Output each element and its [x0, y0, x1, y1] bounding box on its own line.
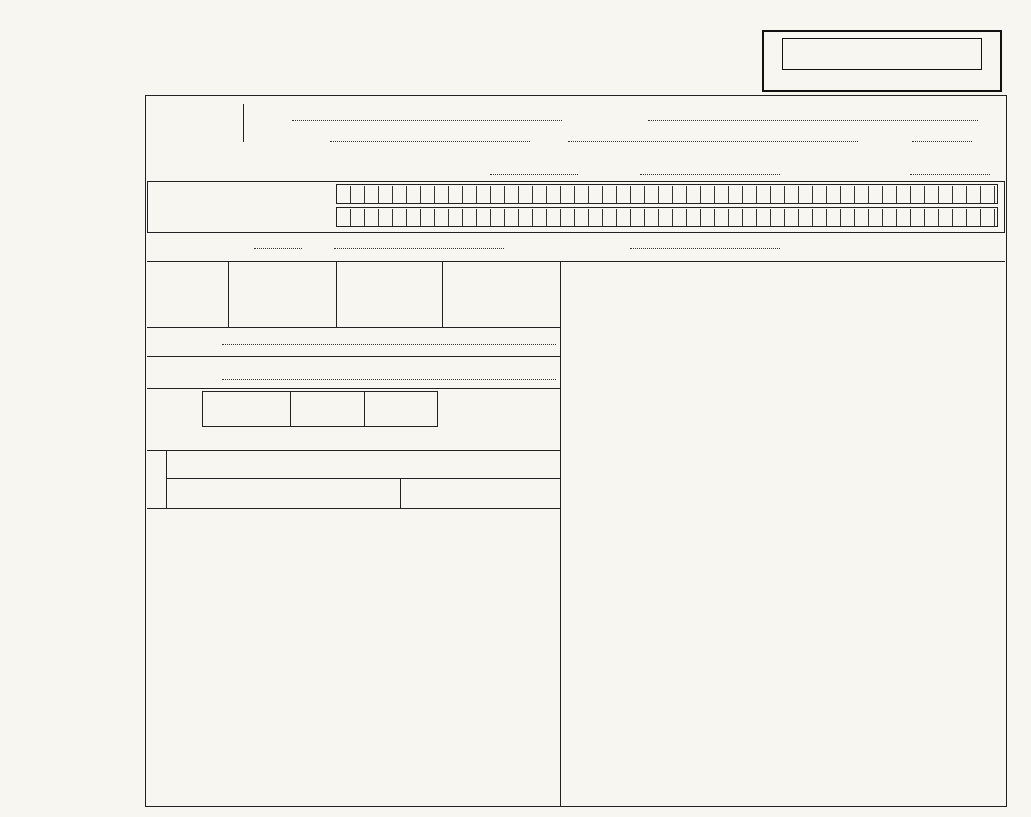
surname-cells: [336, 184, 998, 204]
registration-number-box: [762, 30, 1002, 92]
given-name-cells: [336, 207, 998, 227]
age-grid: [202, 391, 438, 427]
